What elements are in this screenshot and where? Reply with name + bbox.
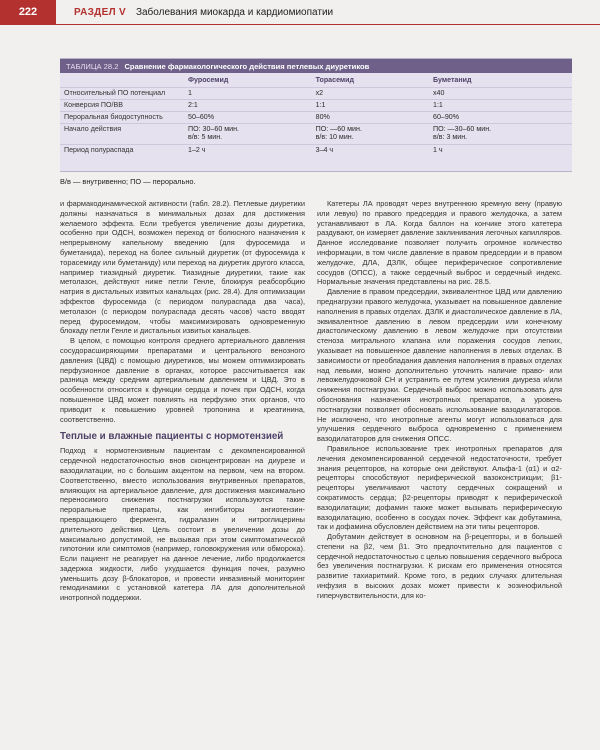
table-title: Сравнение фармакологического действия петлевых диуретиков [124,61,370,71]
cell-line: в/в: 5 мин. [188,133,223,142]
cell-line: в/в: 10 мин. [315,133,354,142]
cell-line: в/в: 3 мин. [433,133,468,142]
table-footnote: В/в — внутривенно; ПО — перорально. [60,177,196,186]
paragraph: В целом, с помощью контроля среднего артериального давления сосудорасширяющими препаратами и центрального венозного давления (ЦВД) с помощью диуретиков, мы можем оптимизировать перфузионное давление в органах, которое рассчитывается как разница между средним артериальным давлением и ЦВД. Это в особенности относится к функции сердца и почек при ОДСН, когда повышенное ЦВД может повлиять на перфузию этих органов, что приводит к повышению уровней тропонина и креатинина, соответственно. [60,336,305,424]
chapter-subtitle: Заболевания миокарда и кардиомиопатии [135,6,334,18]
table-header-row [60,73,572,88]
table-row [60,124,572,145]
paragraph: и фармакодинамической активности (табл. 28.2). Петлевые диуретики должны назначаться в минимальных дозах для достижения желаемого эффекта. Если требуется увеличение дозы диуретика, особенно при ОДСН, возможен переход от болюсного назначения к непрерывному капельному введению (для фуросемида и буметанида), переход на более сильный диуретик (от фуросемида к торасемиду или буметаниду) или переход на диуретик другого класса, например тиазидный диуретик. Тиазидные диуретики, такие как метолазон, действуют ниже петли Генле, блокируя реабсорбцию натрия в дистальных извитых канальцах (рис. 28.4). Для оптимизации эффектов фуросемида (с периодом полураспада два часа), метолазон (с периодом полураспада десять часов) часто вводят перед фуросемидом, чтобы максимизировать одновременную блокаду петли Генле и дистальных извитых канальцев. [60,199,305,336]
table-title-bar [60,59,572,73]
row-label: Период полураспада [60,145,184,157]
table-row [60,112,572,124]
table-cell: 1 ч [429,145,572,157]
cell-line: ПО: —60 мин. [315,125,362,133]
table-grid [60,73,572,157]
table-cell: 1:1 [429,100,572,112]
section-heading: Теплые и влажные пациенты с нормотензией [60,431,284,443]
section-label: РАЗДЕЛ V [74,6,126,18]
paragraph: Давление в правом предсердии, эквивалентное ЦВД или давлению преднагрузки правого желудочка, указывает на повышенное давление наполнения в правых отделах. ДЗЛК и диастолическое давление в ЛА, эквивалентное давлению в левом предсердии или конечному диастолическому давлению в левом желудочке при отсутствии стеноза митрального клапана или поражения сосудов легких, указывает на повышенное давление наполнения в левых отделах. В зависимости от преобладания давления наполнения в правых отделах над левыми, можно дополнительно уточнить наличие право- или левожелудочковой СН и устранить ее путем усиления диуреза и/или снижения постнагрузки. Сердечный выброс можно использовать для обоснования назначения инотропных препаратов, а уровень постнагрузки позволяет обосновать использование вазодилататоров. Не исключено, что инотропные агенты могут использоваться для улучшения сердечного выброса одновременно с применением вазодилататоров для снижения ОПСС. [317,287,562,444]
table-cell: 2:1 [184,100,312,112]
column-header: Фуросемид [188,75,229,84]
right-column [317,199,562,601]
table-cell: 80% [312,112,429,124]
row-label: Относительный ПО потенциал [60,88,184,100]
row-label: Пероральная биодоступность [60,112,184,124]
table-cell: 1 [184,88,312,100]
table-cell: 50–60% [184,112,312,124]
row-label: Начало действия [60,124,184,145]
table-cell [184,124,312,145]
cell-line: ПО: 30–60 мин. [188,125,239,133]
paragraph: Добутамин действует в основном на β-рецепторы, и в большей степени на β2, чем β1. Это предпочтительно для пациентов с сердечной недостаточностью с целью повышения сердечного выброса без увеличения постнагрузки. К рискам его применения относятся развитие тахиаритмий. Кроме того, в редких случаях длительная инфузия в высоких дозах может привести к эозинофильной гиперчувствительности, для ко- [317,532,562,600]
table-cell [312,124,429,145]
page-header [0,0,600,24]
table-row [60,88,572,100]
table-cell [429,124,572,145]
column-header: Буметанид [433,75,472,84]
row-label: Конверсия ПО/ВВ [60,100,184,112]
left-column [60,199,305,603]
cell-line: ПО: —30–60 мин. [433,125,492,133]
table-cell: 3–4 ч [312,145,429,157]
table-cell: x40 [429,88,572,100]
paragraph: Правильное использование трех инотропных препаратов для лечения декомпенсированной сердечной недостаточности, требует знания рецепторов, на которые они действуют. Альфа-1 (α1) и α2-рецепторы способствуют периферической вазоконстрикции; β1-рецепторы увеличивают частоту сердечных сокращений и сократимость сердца; β2-рецепторы приводят к периферической вазодилатации; дофамин также может вызывать периферическую вазодилатацию, особенно в сосудах почек. Эффект как добутамина, так и дофамина обусловлен действием на эти типы рецепторов. [317,443,562,532]
table-cell: 1:1 [312,100,429,112]
column-header: Торасемид [315,75,355,84]
table-row [60,145,572,157]
table-cell: x2 [312,88,429,100]
page-number: 222 [0,0,56,24]
header-rule [0,24,600,25]
paragraph: Подход к нормотензивным пациентам с декомпенсированной сердечной недостаточностью внов сконцентрирован на диурезе и вазодилатации, но с большим акцентом на первом, чем на втором. Соответственно, вместо использования внутривенных препаратов, влияющих на артериальное давление, для достижения максимально переносимого снижения постнагрузки используются такие пероральные препараты, как ингибиторы ангиотензин-превращающего фермента, гидралазин и нитроглицерины длительного действия. Цель состоит в увеличении дозы до максимально допустимой, не вызывая при этом симптоматической гипотонии или симптомов (например, головокружения или обморока). Если пациент не реагирует на данное лечение, либо продолжается задержка жидкости, либо ухудшается функция почек, разумно уменьшить дозу β-блокаторов, и провести инвазивный мониторинг гемодинамики с установкой катетера ЛА для дополнительной инотропной поддержки. [60,446,305,603]
table-cell: 1–2 ч [184,145,312,157]
comparison-table [60,58,572,172]
table-number: ТАБЛИЦА 28.2 [66,61,119,71]
paragraph: Катетеры ЛА проводят через внутреннюю яремную вену (правую или левую) по правого предсердия и правого желудочка, а затем устанавливают в ЛА. Когда баллон на кончике этого катетера раздувают, он измеряет давление заклинивания легочных капилляров. Данное исследование позволяет получить огромное количество информации, в том числе давление в правом предсердии и в правом желудочке, ДЛА, ДЗЛК, общее периферическое сопротивление сосудов (ОПСС), а также сердечный выброс и сердечный индекс. Нормальные значения представлены на рис. 28.5. [317,199,562,287]
table-cell: 60–90% [429,112,572,124]
table-row [60,100,572,112]
